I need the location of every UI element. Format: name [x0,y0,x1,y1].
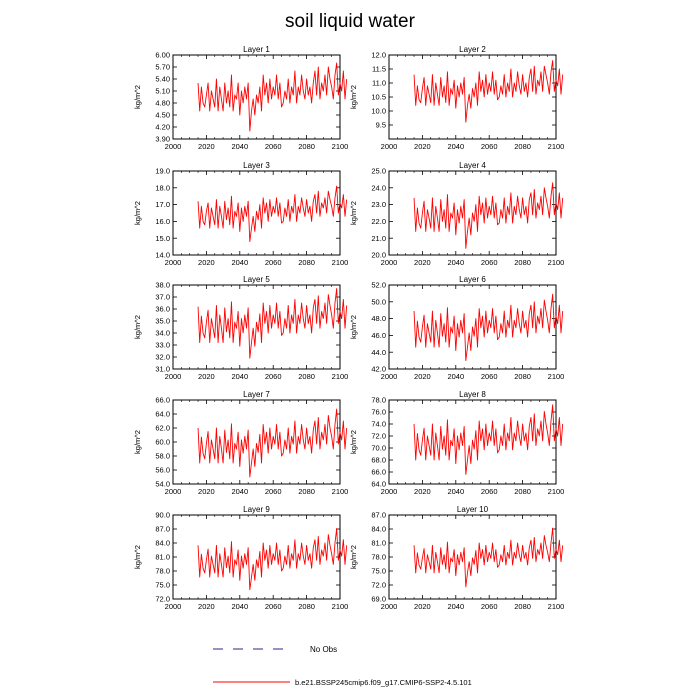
y-tick-label: 6.00 [155,50,170,60]
x-tick-label: 2000 [380,602,398,611]
y-tick-label: 46.0 [371,331,386,340]
y-tick-label: 12.0 [371,50,386,60]
y-tick-label: 87.0 [155,524,170,534]
panels [133,45,564,611]
series-line [414,405,563,475]
y-tick-label: 75.0 [371,566,386,576]
panel-layer-6 [349,275,564,381]
x-tick-label: 2000 [380,487,398,496]
y-axis-label: kg/m^2 [133,430,142,454]
panel-title: Layer 9 [243,505,270,514]
y-tick-label: 37.0 [155,292,170,302]
panel-layer-10 [349,505,564,611]
panel-title: Layer 6 [459,275,486,284]
plot-frame [389,515,556,599]
y-tick-label: 62.0 [155,423,170,433]
y-axis-label: kg/m^2 [133,85,142,109]
x-tick-label: 2000 [164,258,182,267]
y-tick-label: 20.0 [371,250,386,260]
x-tick-label: 2060 [480,142,498,151]
x-tick-label: 2080 [298,602,315,611]
y-tick-label: 5.70 [155,62,170,72]
panel-layer-1 [133,45,348,151]
y-tick-label: 31.0 [155,364,170,374]
y-axis-label: kg/m^2 [349,545,358,569]
plot-frame [173,515,340,599]
x-tick-label: 2020 [198,258,215,267]
x-tick-label: 2040 [231,372,249,381]
legend [213,645,472,687]
y-tick-label: 60.0 [155,437,170,447]
y-tick-label: 11.0 [371,78,386,88]
legend-model-label: b.e21.BSSP245cmip6.f09_g17.CMIP6-SSP2-4.5.101 [295,678,472,687]
y-tick-label: 3.90 [155,134,170,144]
x-tick-label: 2060 [264,372,282,381]
y-tick-label: 4.50 [155,110,170,120]
y-tick-label: 48.0 [371,314,386,324]
y-tick-label: 11.5 [371,64,386,74]
panel-layer-2 [349,45,564,151]
x-tick-label: 2060 [480,602,498,611]
x-tick-label: 2080 [298,372,315,381]
x-tick-label: 2020 [414,602,431,611]
x-tick-label: 2040 [447,258,465,267]
y-tick-label: 52.0 [371,280,386,290]
x-tick-label: 2000 [380,258,398,267]
x-tick-label: 2020 [198,142,215,151]
x-tick-label: 2040 [447,142,465,151]
x-tick-label: 2080 [514,372,531,381]
panel-layer-3 [133,161,348,267]
y-tick-label: 90.0 [155,510,170,520]
y-tick-label: 42.0 [371,364,386,374]
y-tick-label: 4.20 [155,122,170,132]
panel-title: Layer 1 [243,45,270,54]
y-axis-label: kg/m^2 [349,85,358,109]
x-tick-label: 2100 [331,487,349,496]
x-tick-label: 2020 [414,142,431,151]
y-tick-label: 81.0 [371,538,386,548]
x-tick-label: 2060 [480,372,498,381]
y-tick-label: 84.0 [371,524,386,534]
y-tick-label: 54.0 [155,479,170,489]
x-tick-label: 2100 [331,602,349,611]
y-tick-label: 17.0 [155,200,170,210]
y-tick-label: 76.0 [371,407,386,417]
y-tick-label: 66.0 [371,467,386,477]
x-tick-label: 2100 [547,372,565,381]
x-tick-label: 2060 [264,142,282,151]
x-tick-label: 2020 [198,602,215,611]
x-tick-label: 2060 [264,602,282,611]
y-tick-label: 70.0 [371,443,386,453]
x-tick-label: 2080 [514,142,531,151]
y-tick-label: 64.0 [155,409,170,419]
y-tick-label: 78.0 [155,566,170,576]
series-line [198,409,347,477]
x-tick-label: 2020 [414,372,431,381]
y-tick-label: 72.0 [371,431,386,441]
x-tick-label: 2060 [264,487,282,496]
y-tick-label: 9.5 [375,120,386,130]
panel-title: Layer 4 [459,161,486,170]
y-tick-label: 64.0 [371,479,386,489]
panel-layer-5 [133,275,348,381]
panel-title: Layer 3 [243,161,270,170]
x-tick-label: 2000 [164,487,182,496]
y-tick-label: 58.0 [155,451,170,461]
y-tick-label: 87.0 [371,510,386,520]
y-tick-label: 72.0 [371,580,386,590]
y-tick-label: 19.0 [155,166,170,176]
y-tick-label: 33.0 [155,340,170,350]
panel-layer-7 [133,390,348,496]
plot-frame [173,400,340,484]
x-tick-label: 2100 [547,142,565,151]
y-tick-label: 69.0 [371,594,386,604]
x-tick-label: 2040 [447,602,465,611]
x-tick-label: 2080 [514,602,531,611]
y-axis-label: kg/m^2 [133,315,142,339]
y-tick-label: 72.0 [155,594,170,604]
x-tick-label: 2080 [514,487,531,496]
series-line [414,61,563,123]
series-line [414,183,563,249]
y-tick-label: 25.0 [371,166,386,176]
y-tick-label: 84.0 [155,538,170,548]
y-axis-label: kg/m^2 [349,315,358,339]
y-tick-label: 78.0 [371,395,386,405]
panel-title: Layer 10 [456,505,489,514]
series-line [198,289,347,359]
y-tick-label: 23.0 [371,200,386,210]
x-tick-label: 2040 [447,487,465,496]
y-axis-label: kg/m^2 [133,201,142,225]
y-tick-label: 5.10 [155,86,170,96]
panel-title: Layer 5 [243,275,270,284]
y-tick-label: 4.80 [155,98,170,108]
panel-title: Layer 7 [243,390,270,399]
y-axis-label: kg/m^2 [349,201,358,225]
y-tick-label: 44.0 [371,347,386,357]
series-line [414,294,563,360]
series-line [198,529,347,590]
y-tick-label: 38.0 [155,280,170,290]
x-tick-label: 2100 [547,258,565,267]
x-tick-label: 2040 [231,258,249,267]
x-tick-label: 2000 [380,142,398,151]
y-tick-label: 14.0 [155,250,170,260]
y-tick-label: 68.0 [371,455,386,465]
y-tick-label: 22.0 [371,217,386,226]
y-tick-label: 32.0 [155,352,170,362]
x-tick-label: 2100 [331,258,349,267]
y-tick-label: 15.0 [155,233,170,243]
y-tick-label: 35.0 [155,316,170,326]
y-tick-label: 10.5 [371,92,386,102]
x-tick-label: 2060 [480,258,498,267]
y-tick-label: 36.0 [155,304,170,314]
x-tick-label: 2000 [380,372,398,381]
y-tick-label: 74.0 [371,419,386,429]
y-axis-label: kg/m^2 [133,545,142,569]
x-tick-label: 2060 [480,487,498,496]
y-tick-label: 16.0 [155,217,170,226]
panel-title: Layer 2 [459,45,486,54]
y-tick-label: 24.0 [371,183,386,193]
x-tick-label: 2040 [231,487,249,496]
x-tick-label: 2100 [547,487,565,496]
y-tick-label: 18.0 [155,183,170,193]
legend-obs-label: No Obs [310,645,338,654]
y-tick-label: 21.0 [371,233,386,243]
x-tick-label: 2100 [331,372,349,381]
x-tick-label: 2000 [164,142,182,151]
y-tick-label: 81.0 [155,552,170,562]
y-tick-label: 75.0 [155,580,170,590]
x-tick-label: 2080 [514,258,531,267]
panel-layer-8 [349,390,564,496]
y-tick-label: 66.0 [155,395,170,405]
y-tick-label: 56.0 [155,465,170,475]
x-tick-label: 2060 [264,258,282,267]
x-tick-label: 2100 [547,602,565,611]
x-tick-label: 2000 [164,372,182,381]
x-tick-label: 2020 [198,372,215,381]
series-line [198,63,347,131]
x-tick-label: 2080 [298,142,315,151]
y-tick-label: 34.0 [155,328,170,338]
y-tick-label: 10.0 [371,106,386,116]
panel-layer-9 [133,505,348,611]
x-tick-label: 2040 [231,602,249,611]
series-line [414,528,563,587]
panel-title: Layer 8 [459,390,486,399]
panel-layer-4 [349,161,564,267]
y-tick-label: 5.40 [155,74,170,84]
y-tick-label: 50.0 [371,297,386,307]
y-tick-label: 78.0 [371,552,386,562]
x-tick-label: 2040 [447,372,465,381]
x-tick-label: 2080 [298,487,315,496]
x-tick-label: 2020 [414,258,431,267]
x-tick-label: 2100 [331,142,349,151]
x-tick-label: 2000 [164,602,182,611]
plot-frame [389,55,556,139]
x-tick-label: 2020 [414,487,431,496]
x-tick-label: 2040 [231,142,249,151]
x-tick-label: 2080 [298,258,315,267]
y-axis-label: kg/m^2 [349,430,358,454]
figure-title: soil liquid water [285,11,415,32]
x-tick-label: 2020 [198,487,215,496]
series-line [198,186,347,241]
